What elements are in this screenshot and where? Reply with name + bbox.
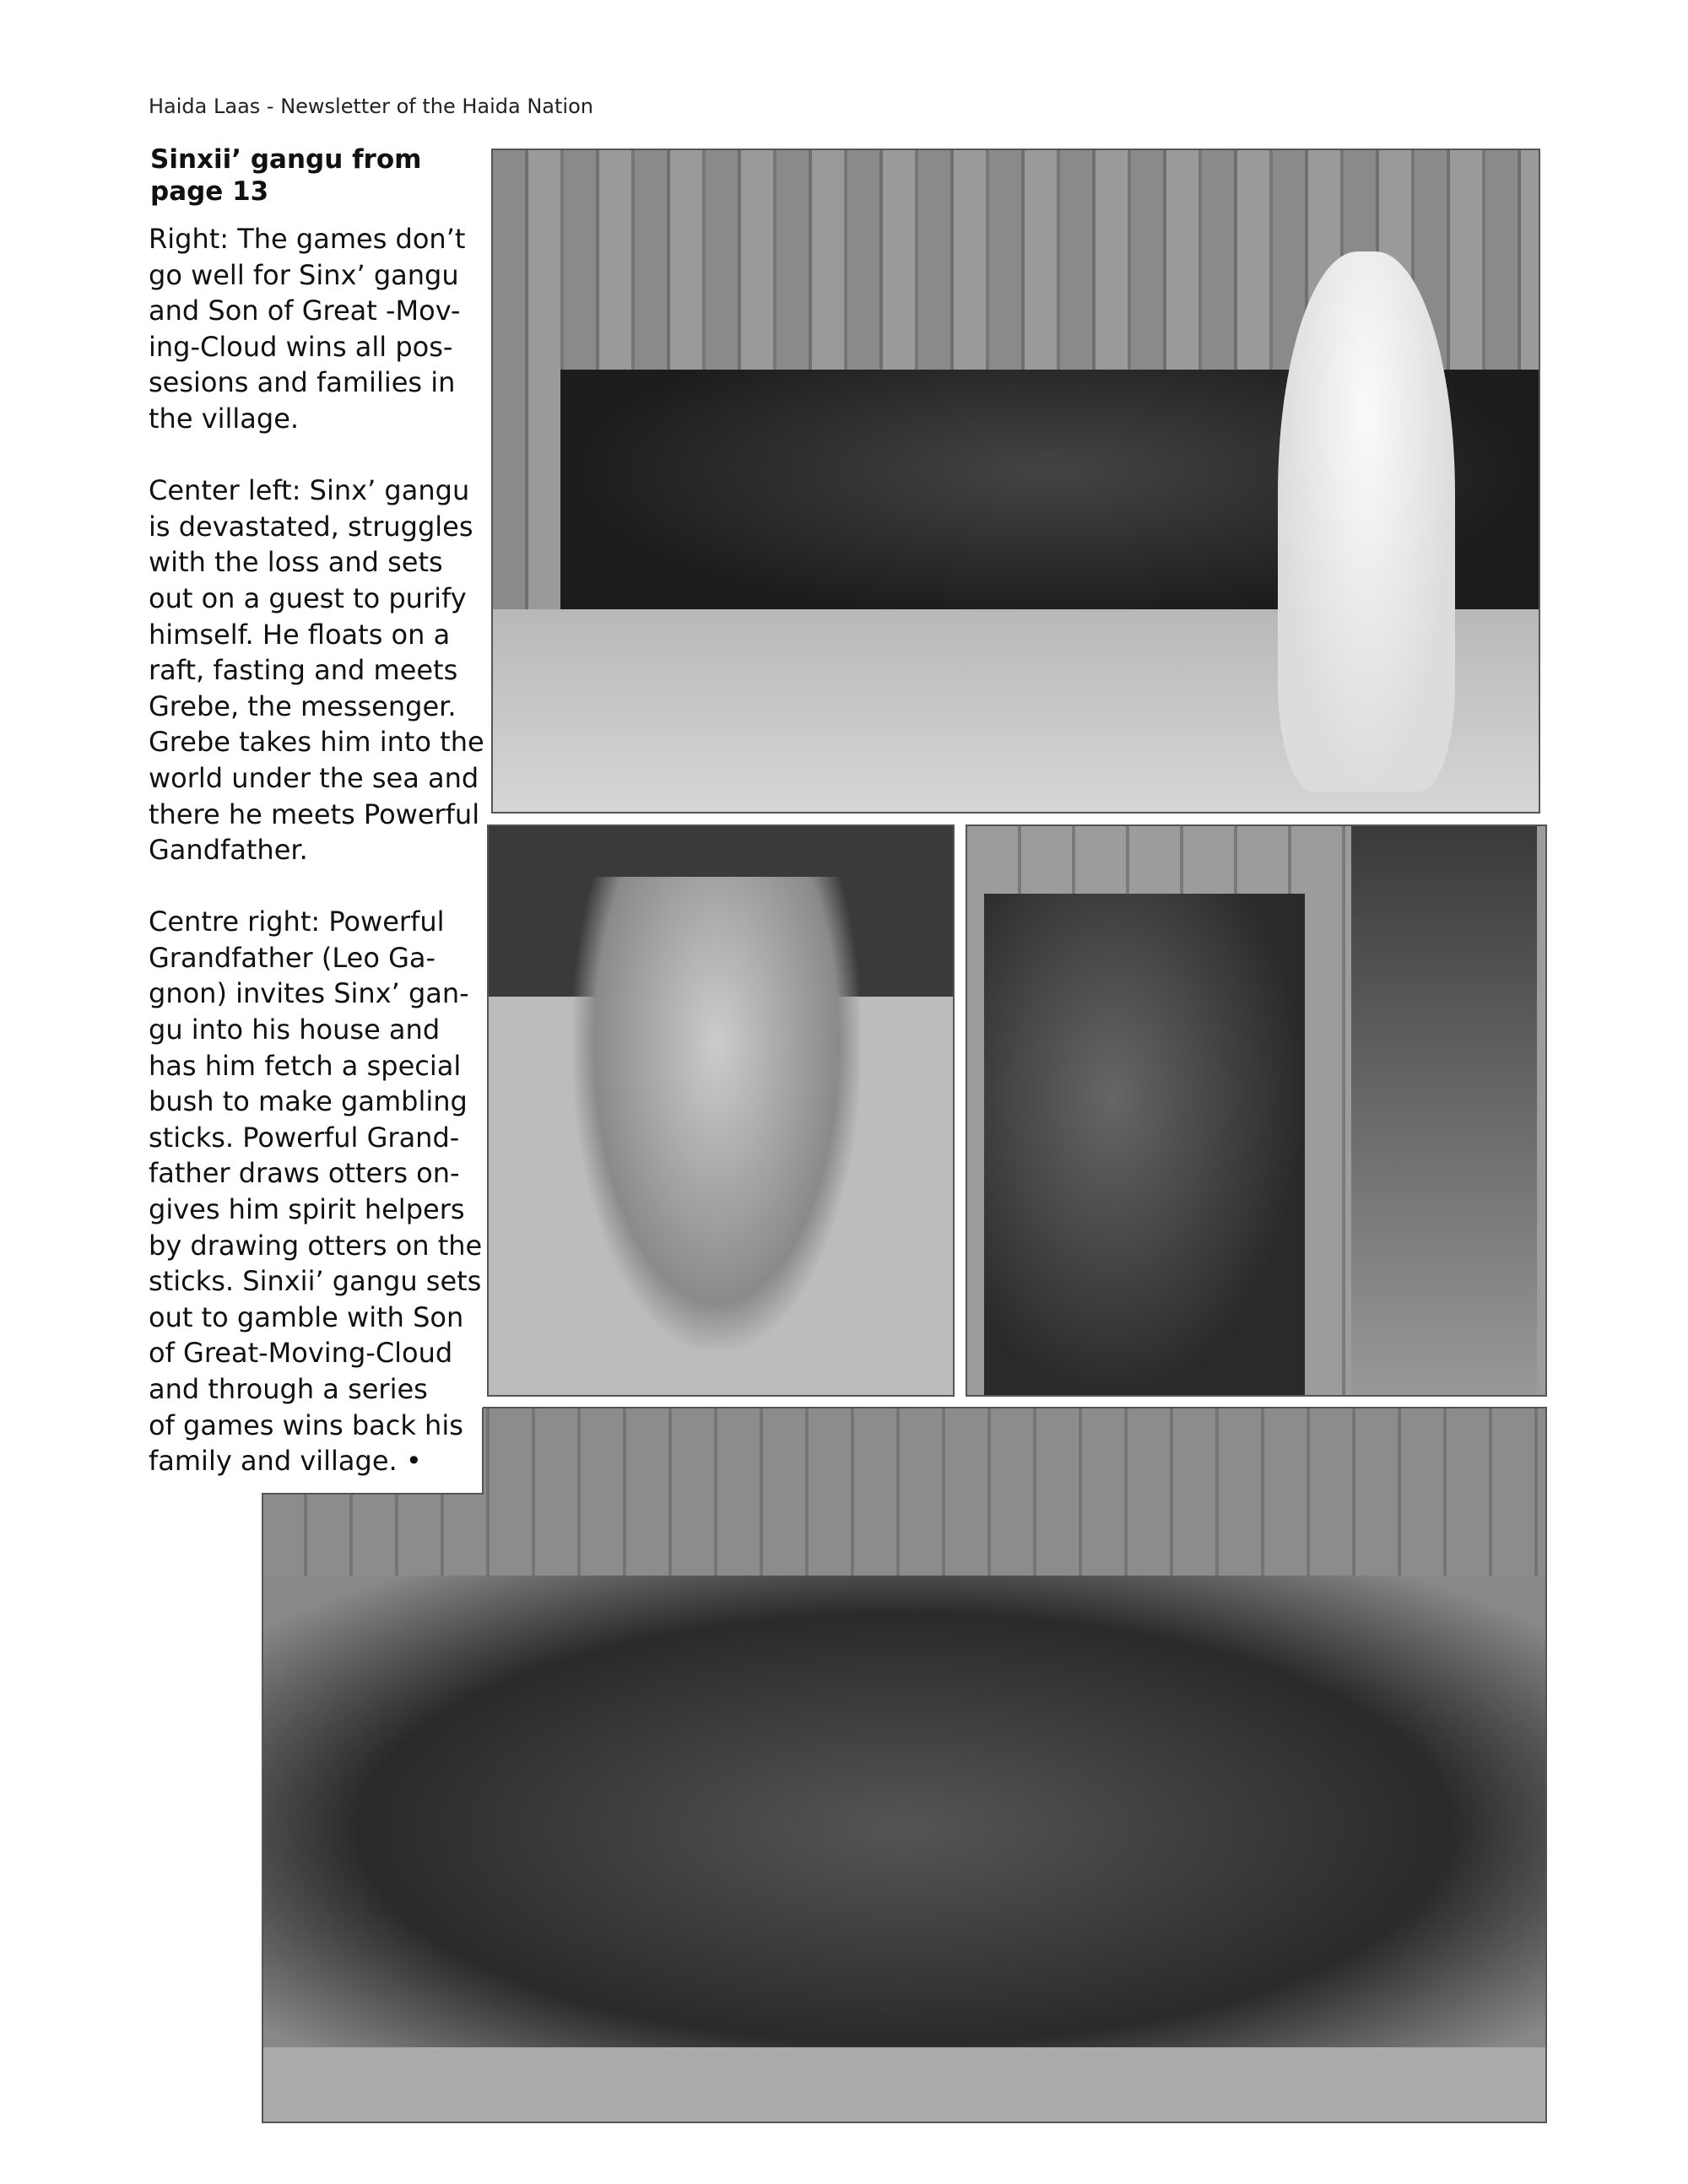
caption-center-left: Center left: Sinx’ gangu is devastated, struggles with the loss and sets out on a guest to purify himself. He floats on a raft, fasting and meets Grebe, the messenger. Grebe takes him into the world under the sea and there he meets Powerful Gandfather. — [149, 474, 484, 867]
caption-centre-right: Centre right: Powerful Grandfather (Leo Ga- gnon) invites Sinx’ gan- gu into his house and has him fetch a special bush to make gambling sticks. Powerful Grand- father draws otters on- gives him spirit helpers by drawing otters on the sticks. Sinxii’ gangu sets out to gamble with Son of Great-Moving-Cloud and through a series of games wins back his family and village. • — [149, 905, 483, 1478]
newsletter-header: Haida Laas - Newsletter of the Haida Nation — [149, 95, 593, 118]
photo-crouching-performer — [487, 824, 955, 1397]
article-heading: Sinxii’ gangu from page 13 — [150, 144, 422, 207]
photo-cast-on-stage — [262, 1407, 1547, 2123]
photo-masked-grandfather — [966, 824, 1547, 1397]
photo-masked-dancer-audience — [491, 149, 1540, 814]
article-body — [149, 221, 495, 1515]
caption-right: Right: The games don’t go well for Sinx’ gangu and Son of Great -Mov- ing-Cloud wins all pos- sesions and families in the village. — [149, 223, 466, 435]
